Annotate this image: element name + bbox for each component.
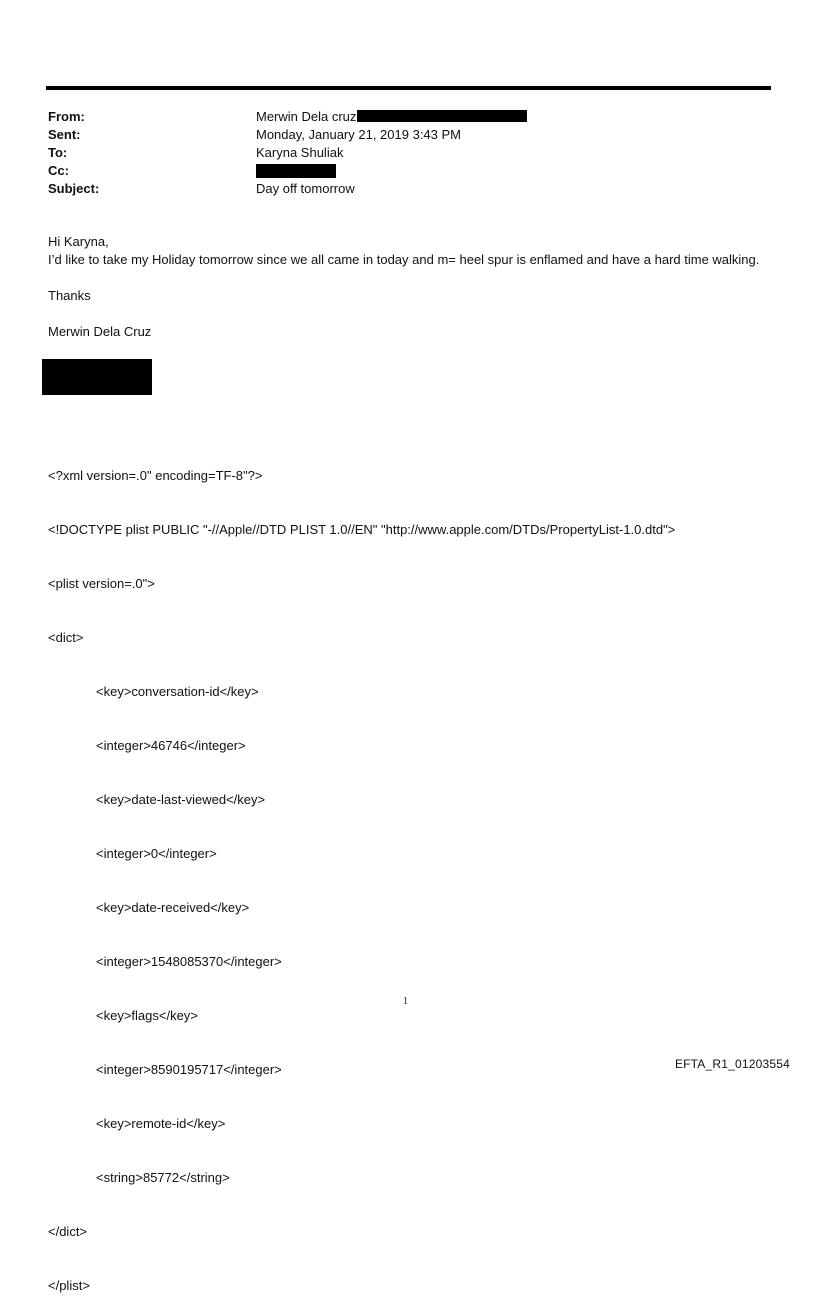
xml-line: <plist version=.0"> — [48, 576, 155, 591]
bates-number: EFTA_R1_01203554 — [674, 1057, 790, 1071]
xml-line: <string>85772</string> — [96, 1170, 230, 1185]
xml-line: <key>date-received</key> — [96, 900, 250, 915]
message: I’d like to take my Holiday tomorrow since we all came in today and m= heel spur is enflamed and have a hard time walking. — [48, 252, 760, 267]
cc-row — [48, 162, 768, 180]
plist-xml — [48, 431, 778, 1313]
cc-value — [256, 162, 336, 180]
xml-line: </dict> — [48, 1224, 88, 1239]
xml-line: <key>remote-id</key> — [96, 1116, 226, 1131]
xml-line: <key>conversation-id</key> — [96, 684, 259, 699]
subject-row — [48, 180, 768, 198]
xml-line: <key>date-last-viewed</key> — [96, 792, 266, 807]
xml-line: <?xml version=.0" encoding=TF-8"?> — [48, 468, 263, 483]
sent-label: Sent: — [48, 127, 81, 142]
xml-line: <integer>1548085370</integer> — [96, 954, 282, 969]
from-label: From: — [48, 109, 85, 124]
from-redaction — [357, 110, 527, 122]
from-value — [256, 108, 527, 126]
subject-label: Subject: — [48, 181, 100, 196]
thanks: Thanks — [48, 288, 91, 303]
xml-line: <!DOCTYPE plist PUBLIC "-//Apple//DTD PLIST 1.0//EN" "http://www.apple.com/DTDs/PropertyList-1.0.dtd"> — [48, 522, 676, 537]
xml-line: <integer>8590195717</integer> — [96, 1062, 282, 1077]
signature-redaction — [42, 359, 152, 395]
cc-redaction — [256, 164, 336, 178]
page-number: 1 — [403, 996, 408, 1007]
from-row — [48, 108, 768, 126]
xml-line: <integer>0</integer> — [96, 846, 217, 861]
header-rule — [46, 86, 771, 90]
signature: Merwin Dela Cruz — [48, 324, 152, 339]
xml-line: <integer>46746</integer> — [96, 738, 246, 753]
subject-value: Day off tomorrow — [256, 181, 355, 196]
to-row — [48, 144, 768, 162]
xml-line: <key>flags</key> — [96, 1008, 198, 1023]
to-label: To: — [48, 145, 68, 160]
email-body — [48, 233, 768, 341]
sent-row — [48, 126, 768, 144]
sent-value: Monday, January 21, 2019 3:43 PM — [256, 127, 461, 142]
greeting: Hi Karyna, — [48, 234, 109, 249]
email-header — [48, 108, 768, 198]
cc-label: Cc: — [48, 163, 69, 178]
from-name: Merwin Dela cruz — [256, 109, 357, 124]
xml-line: </plist> — [48, 1278, 90, 1293]
to-value: Karyna Shuliak — [256, 145, 344, 160]
xml-line: <dict> — [48, 630, 84, 645]
